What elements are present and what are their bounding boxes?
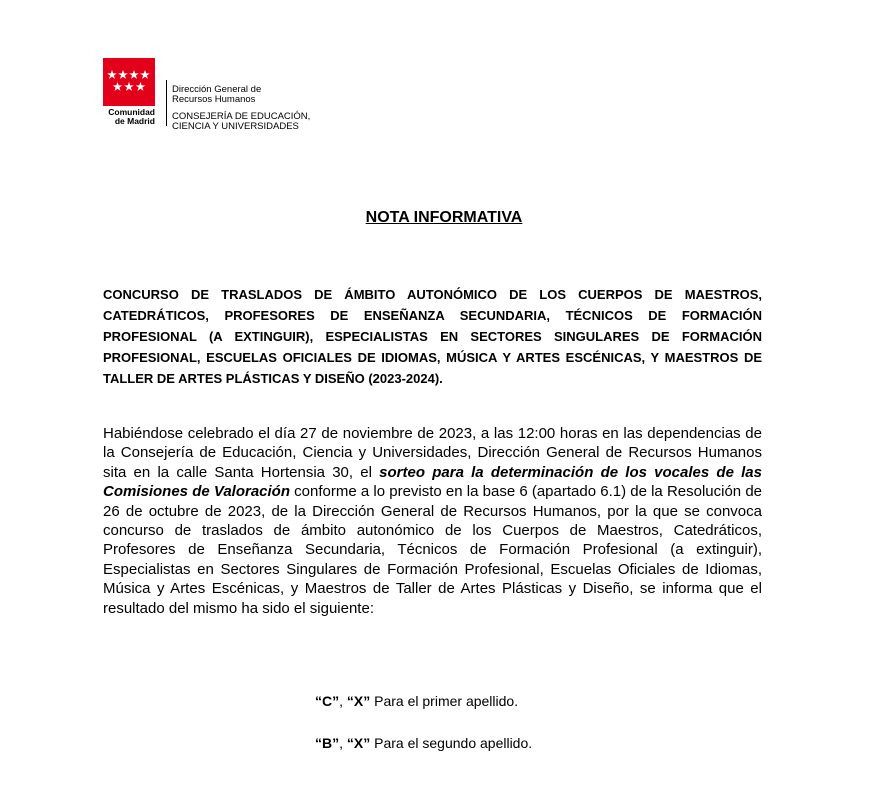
logo-line-1: Comunidad <box>108 107 155 117</box>
body-text-part-2: conforme a lo previsto en la base 6 (apartado 6.1) de la Resolución de 26 de octubre de 2023, de la Dirección General de Recursos Humanos, por la que se convoca concurso de traslados de ámbito autonómico de los Cuerpos de Maestros, Catedráticos, Profesores de Enseñanza Secundaria, Técnicos de Formación Profesional (a extinguir), Especialistas en Sectores Singulares de Formación Profesional, Escuelas Oficiales de Idiomas, Música y Artes Escénicas, y Maestros de Taller de Artes Plásticas y Diseño, se informa que el resultado del mismo ha sido el siguiente: <box>103 483 763 617</box>
body-emphasis: sorteo para la determinación de los vocales de las Comisiones de Valoración <box>103 463 762 501</box>
dept-line-2: Recursos Humanos <box>172 94 256 105</box>
result-first-surname: “C”, “X” Para el primer apellido. <box>315 693 519 709</box>
result-letter: C <box>322 693 333 709</box>
logo-line-2: de Madrid <box>114 116 155 126</box>
body-text-part-1: Habiéndose celebrado el día 27 de noviembre de 2023, a las 12:00 horas en las dependencias de la Consejería de Educación, Ciencia y Universidades, Dirección General de Recursos Humanos sita en la calle Santa Hortensia 30, el <box>103 425 762 481</box>
result-label: Para el primer apellido. <box>370 693 519 709</box>
consejeria-line-2: CIENCIA Y UNIVERSIDADES <box>172 121 299 132</box>
document-subject: CONCURSO DE TRASLADOS DE ÁMBITO AUTONÓMICO DE LOS CUERPOS DE MAESTROS, CATEDRÁTICOS, PROFESORES DE ENSEÑANZA SECUNDARIA, TÉCNICOS DE FORMACIÓN PROFESIONAL (A EXTINGUIR), ESPECIALISTAS EN SECTORES SINGULARES DE FORMACIÓN PROFESIONAL, ESCUELAS OFICIALES DE IDIOMAS, MÚSICA Y ARTES ESCÉNICAS, Y MAESTROS DE TALLER DE ARTES PLÁSTICAS Y DISEÑO (2023-2024). <box>103 287 762 386</box>
madrid-flag-icon <box>103 58 155 106</box>
document-title: NOTA INFORMATIVA <box>365 209 523 226</box>
result-letter: B <box>322 735 333 751</box>
body-paragraph <box>103 424 762 618</box>
result-second-surname: “B”, “X” Para el segundo apellido. <box>315 735 533 751</box>
department-info <box>172 85 310 132</box>
consejeria-line-1: CONSEJERÍA DE EDUCACIÓN, <box>172 111 311 122</box>
result-letter: X <box>353 693 364 709</box>
logo-wordmark <box>103 108 155 126</box>
header-divider <box>166 80 167 126</box>
comunidad-madrid-logo <box>103 58 155 126</box>
dept-line-1: Dirección General de <box>172 84 262 95</box>
result-letter: X <box>353 735 364 751</box>
stars-icon <box>103 58 155 106</box>
result-label: Para el segundo apellido. <box>370 735 533 751</box>
